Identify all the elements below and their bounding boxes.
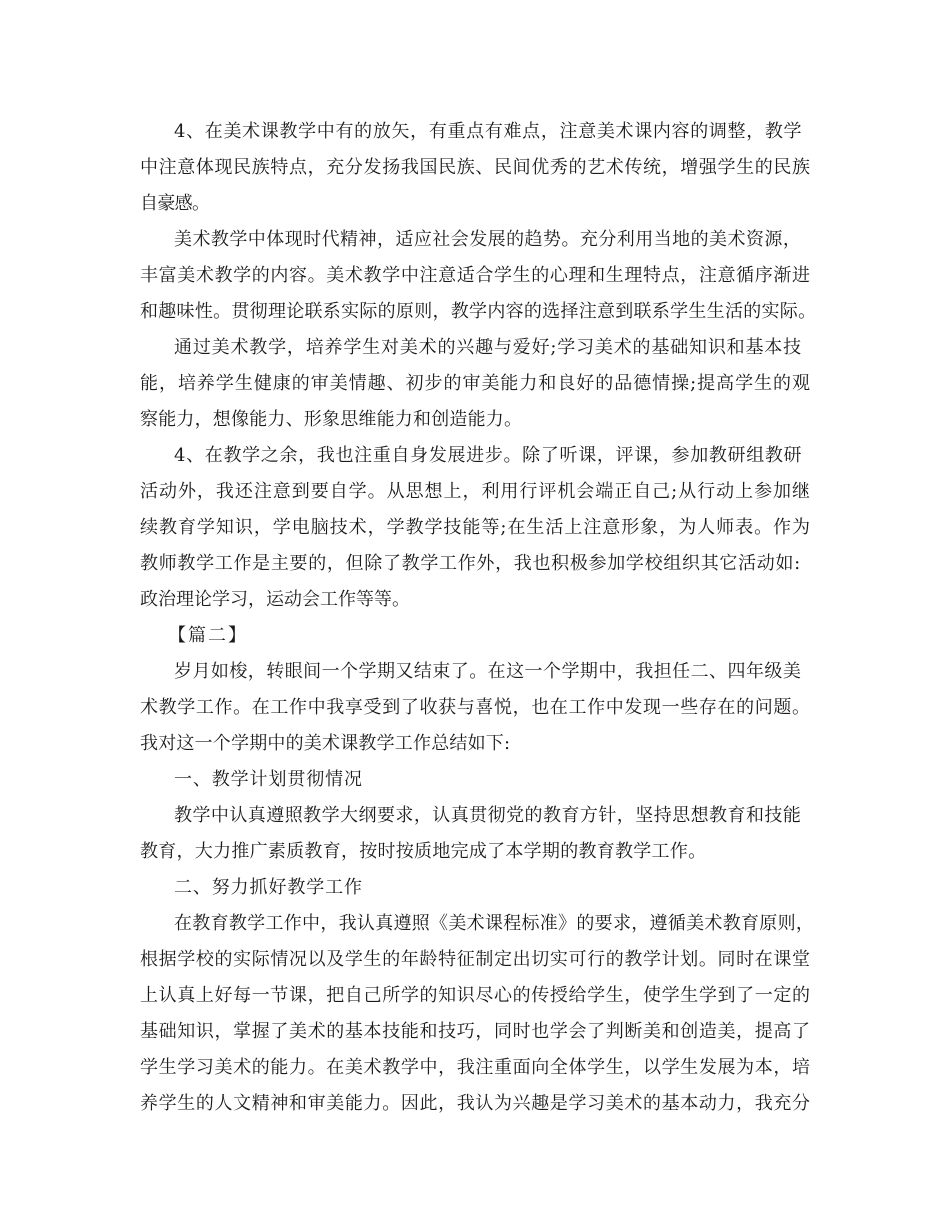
text-line: 续教育学知识，学电脑技术，学教学技能等;在生活上注意形象，为人师表。作为 [140,517,811,538]
text-line: 教学中认真遵照教学大纲要求，认真贯彻党的教育方针，坚持思想教育和技能 [174,805,802,826]
text-line: 教育，大力推广素质教育，按时按质地完成了本学期的教育教学工作。 [140,841,707,862]
text-line: 察能力，想像能力、形象思维能力和创造能力。 [140,409,523,430]
text-line: 学生学习美术的能力。在美术教学中，我注重面向全体学生，以学生发展为本，培 [140,1057,811,1078]
text-line: 教师教学工作是主要的，但除了教学工作外，我也积极参加学校组织其它活动如: [140,553,801,574]
text-line: 术教学工作。在工作中我享受到了收获与喜悦，也在工作中发现一些存在的问题。 [140,697,811,718]
text-line: 在教育教学工作中，我认真遵照《美术课程标准》的要求，遵循美术教育原则， [174,913,815,934]
text-line: 4、在美术课教学中有的放矢，有重点有难点，注意美术课内容的调整，教学 [174,121,803,142]
text-line: 岁月如梭，转眼间一个学期又结束了。在这一个学期中，我担任二、四年级美 [174,661,802,682]
text-line: 政治理论学习，运动会工作等等。 [140,589,410,610]
text-line: 丰富美术教学的内容。美术教学中注意适合学生的心理和生理特点，注意循序渐进 [140,265,811,286]
subheading: 一、教学计划贯彻情况 [174,769,363,790]
text-line: 中注意体现民族特点，充分发扬我国民族、民间优秀的艺术传统，增强学生的民族 [140,157,811,178]
text-line: 基础知识，掌握了美术的基本技能和技巧，同时也学会了判断美和创造美，提高了 [140,1021,811,1042]
text-line: 我对这一个学期中的美术课教学工作总结如下: [140,733,511,754]
text-line: 通过美术教学，培养学生对美术的兴趣与爱好;学习美术的基础知识和基本技 [174,337,802,358]
text-line: 活动外，我还注意到要自学。从思想上，利用行评机会端正自己;从行动上参加继 [140,481,811,502]
text-line: 根据学校的实际情况以及学生的年龄特征制定出切实可行的教学计划。同时在课堂 [140,949,811,970]
text-line: 4、在教学之余，我也注重自身发展进步。除了听课，评课，参加教研组教研 [174,445,803,466]
text-line: 美术教学中体现时代精神，适应社会发展的趋势。充分利用当地的美术资源， [174,229,802,250]
subheading: 二、努力抓好教学工作 [174,877,363,898]
text-line: 上认真上好每一节课，把自己所学的知识尽心的传授给学生，使学生学到了一定的 [140,985,811,1006]
text-line: 养学生的人文精神和审美能力。因此，我认为兴趣是学习美术的基本动力，我充分 [140,1093,811,1114]
text-line: 能，培养学生健康的审美情趣、初步的审美能力和良好的品德情操;提高学生的观 [140,373,811,394]
section-heading: 【篇二】 [168,625,248,646]
text-line: 和趣味性。贯彻理论联系实际的原则，教学内容的选择注意到联系学生生活的实际。 [140,301,817,322]
text-line: 自豪感。 [140,193,210,214]
